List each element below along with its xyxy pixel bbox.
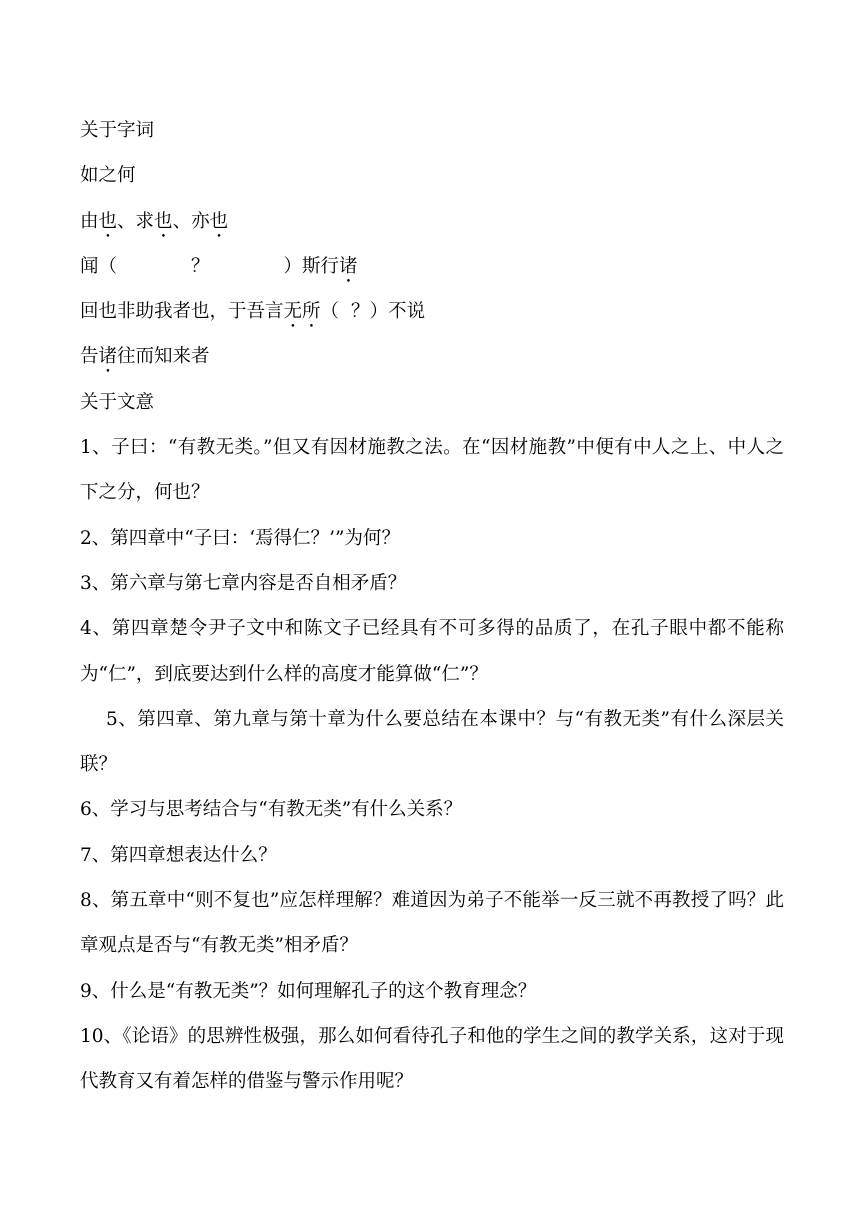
phrase-text: 、求 bbox=[117, 210, 155, 232]
question-1: 1、子曰：“有教无类。”但又有因材施教之法。在“因材施教”中便有中人之上、中人之下之分，何也？ bbox=[80, 437, 784, 504]
phrase-text: 由 bbox=[80, 210, 99, 232]
phrase-line-3 bbox=[80, 244, 784, 289]
section-heading-meaning: 关于文意 bbox=[80, 391, 155, 413]
phrase-line-2 bbox=[80, 199, 784, 244]
phrase-text: （ bbox=[320, 301, 340, 323]
phrase-line-4 bbox=[80, 289, 784, 334]
question-10: 10、《论语》的思辨性极强，那么如何看待孔子和他的学生之间的教学关系，这对于现代教育又有着怎样的借鉴与警示作用呢？ bbox=[80, 1025, 784, 1093]
question-5: 5、第四章、第九章与第十章为什么要总结在本课中？与“有教无类”有什么深层关联？ bbox=[80, 708, 784, 776]
phrase-text: ）斯行 bbox=[283, 255, 340, 277]
question-7: 7、第四章想表达什么？ bbox=[80, 844, 277, 866]
question-3: 3、第六章与第七章内容是否自相矛盾？ bbox=[80, 572, 407, 594]
section-heading-words: 关于字词 bbox=[80, 120, 155, 141]
question-8: 8、第五章中“则不复也”应怎样理解？难道因为弟子不能举一反三就不再教授了吗？此章观点是否与“有教无类”相矛盾？ bbox=[80, 890, 784, 957]
question-mark: ？ bbox=[191, 255, 210, 277]
question-4: 4、第四章楚令尹子文中和陈文子已经具有不可多得的品质了，在孔子眼中都不能称为“仁”，到底要达到什么样的高度才能算做“仁”？ bbox=[80, 618, 784, 685]
question-6: 6、学习与思考结合与“有教无类”有什么关系？ bbox=[80, 799, 463, 821]
emphasized-char: 也 bbox=[154, 210, 173, 232]
emphasized-char: 诸 bbox=[339, 255, 358, 277]
phrase-text: 闻（ bbox=[80, 255, 118, 277]
emphasized-char: 也 bbox=[98, 210, 118, 232]
question-9: 9、什么是“有教无类”？如何理解孔子的这个教育理念？ bbox=[80, 980, 537, 1002]
phrase-text: 回也非助我者也，于吾言 bbox=[80, 301, 284, 323]
question-2: 2、第四章中“子曰：‘焉得仁？’”为何？ bbox=[80, 527, 400, 549]
phrase-text: 告 bbox=[80, 346, 99, 368]
phrase-text: 、亦 bbox=[172, 210, 210, 232]
emphasized-char: 诸 bbox=[98, 346, 118, 368]
question-mark: ？ bbox=[351, 301, 370, 323]
document-body bbox=[80, 108, 784, 1105]
emphasized-char: 也 bbox=[209, 210, 229, 232]
emphasized-chars: 无所 bbox=[283, 301, 321, 323]
phrase-text: ）不说 bbox=[369, 301, 426, 323]
phrase-text: 往而知来者 bbox=[117, 346, 210, 368]
phrase-line-5 bbox=[80, 334, 784, 379]
phrase-line-1: 如之何 bbox=[80, 165, 136, 187]
